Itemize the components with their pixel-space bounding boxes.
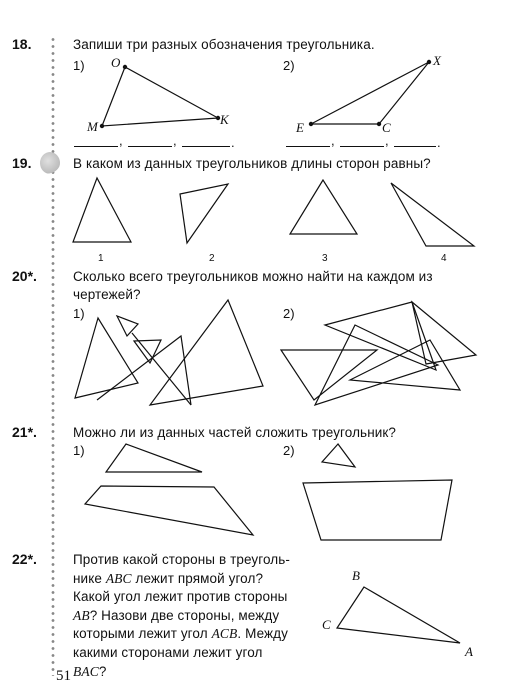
label-c: C: [382, 120, 391, 135]
task-18-text: Запиши три разных обозначения треугольника.: [73, 37, 375, 52]
text-segment: ? Назови две стороны, между: [89, 607, 280, 623]
text-segment: какими сторонами лежит угол: [73, 644, 263, 660]
task-19-number: 19.: [12, 155, 32, 171]
label-o: O: [111, 55, 121, 70]
task-20-sub1: 1): [73, 306, 85, 321]
label-c: C: [322, 617, 331, 632]
label-m: M: [87, 119, 98, 134]
caption-4: 4: [441, 253, 447, 264]
task-21-number: 21*.: [12, 424, 37, 440]
text-segment: нике: [73, 570, 106, 586]
task-22-number: 22*.: [12, 551, 37, 567]
label-b: B: [352, 568, 360, 583]
page-number: 51: [56, 668, 71, 684]
task-20-line2: чертежей?: [73, 287, 141, 302]
task-18-sub1: 1): [73, 58, 85, 73]
task-18-number: 18.: [12, 36, 32, 52]
text-segment: Какой угол лежит против стороны: [73, 589, 288, 605]
text-segment: Против какой стороны в треуголь-: [73, 552, 291, 567]
blank-comma: ,: [331, 133, 335, 148]
caption-3: 3: [322, 253, 328, 264]
task-21-text: Можно ли из данных частей сложить треугольник?: [73, 425, 397, 440]
caption-2: 2: [209, 253, 215, 264]
task-18-sub2: 2): [283, 58, 295, 73]
blank-period: .: [231, 135, 235, 150]
task-19-text: В каком из данных треугольников длины сторон равны?: [73, 156, 431, 171]
label-k: K: [220, 112, 229, 127]
task-21-sub2: 2): [283, 443, 295, 458]
math-term: BAC: [73, 663, 99, 679]
task-20-line1: Сколько всего треугольников можно найти на каждом из: [73, 269, 433, 284]
label-e: E: [296, 120, 304, 135]
caption-1: 1: [98, 253, 104, 264]
text-segment: лежит прямой угол?: [131, 570, 264, 586]
blank-comma: ,: [119, 133, 123, 148]
task-20-sub2: 2): [283, 306, 295, 321]
text-segment: . Между: [237, 626, 288, 642]
blank-period: .: [437, 135, 441, 150]
task-20-number: 20*.: [12, 268, 37, 284]
task-21-sub1: 1): [73, 443, 85, 458]
blank-comma: ,: [173, 133, 177, 148]
math-term: ABC: [105, 570, 132, 586]
text-segment: которыми лежит угол: [73, 626, 212, 642]
label-a: A: [465, 644, 473, 659]
math-term: ACB: [211, 626, 238, 642]
blank-comma: ,: [385, 133, 389, 148]
math-term: AB: [73, 607, 90, 623]
text-segment: ?: [98, 663, 107, 679]
label-x: X: [433, 53, 441, 68]
